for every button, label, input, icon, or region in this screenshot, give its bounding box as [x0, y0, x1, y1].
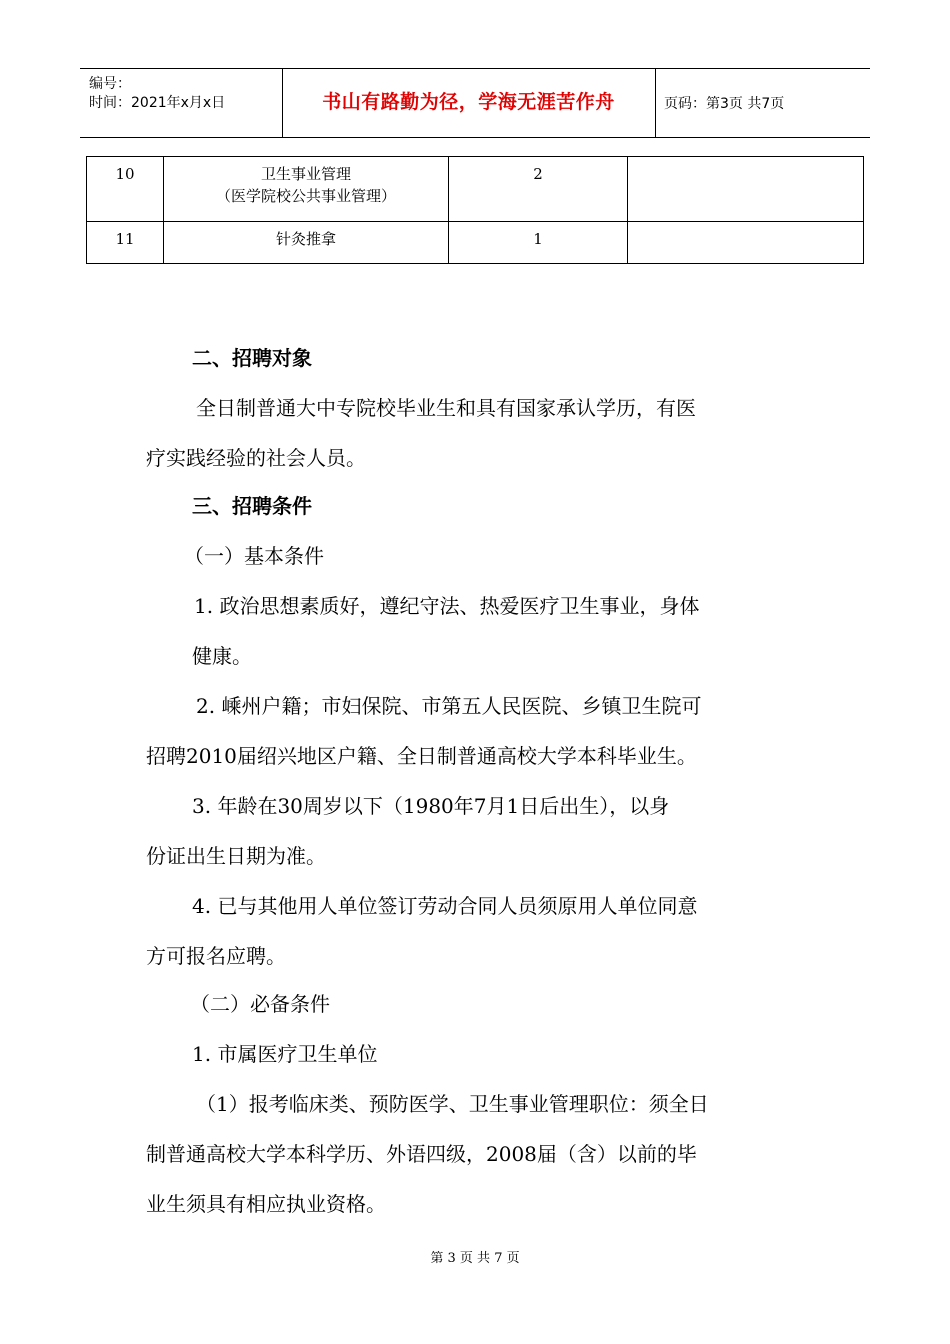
section-heading: 三、招聘条件: [192, 494, 312, 518]
position-count: 1: [449, 222, 628, 264]
subsection-heading: （二）必备条件: [190, 992, 330, 1016]
position-name-line: （医学院校公共事业管理）: [215, 187, 396, 205]
page-header: [80, 68, 870, 138]
paragraph-line: （1）报考临床类、预防医学、卫生事业管理职位：须全日: [196, 1092, 709, 1116]
positions-table: [86, 156, 864, 264]
position-name: [164, 157, 449, 222]
row-number: 11: [87, 222, 164, 264]
paragraph-line: 1. 市属医疗卫生单位: [192, 1042, 378, 1066]
paragraph-line: 方可报名应聘。: [146, 944, 286, 968]
paragraph-line: 制普通高校大学本科学历、外语四级，2008届（含）以前的毕: [146, 1142, 697, 1166]
paragraph-line: 健康。: [192, 644, 252, 668]
subsection-heading: （一）基本条件: [184, 544, 324, 568]
table-row: [87, 222, 864, 264]
position-name-line: 卫生事业管理: [260, 165, 351, 183]
paragraph-line: 2. 嵊州户籍；市妇保院、市第五人民医院、乡镇卫生院可: [196, 694, 702, 718]
paragraph-line: 业生须具有相应执业资格。: [146, 1192, 386, 1216]
header-meta: [89, 75, 225, 113]
document-date: 时间：2021年x月x日: [89, 95, 226, 111]
header-page-number: 页码：第3页 共7页: [664, 96, 785, 112]
position-name-line: 针灸推拿: [275, 230, 336, 248]
position-name: [164, 222, 449, 264]
section-heading: 二、招聘对象: [192, 346, 312, 370]
row-number: 10: [87, 157, 164, 222]
page-footer: 第 3 页 共 7 页: [430, 1251, 520, 1266]
paragraph-line: 1. 政治思想素质好，遵纪守法、热爱医疗卫生事业，身体: [194, 594, 700, 618]
paragraph-line: 招聘2010届绍兴地区户籍、全日制普通高校大学本科毕业生。: [146, 744, 697, 768]
position-note: [628, 222, 864, 264]
document-number-label: 编号：: [89, 76, 131, 92]
paragraph-line: 4. 已与其他用人单位签订劳动合同人员须原用人单位同意: [192, 894, 698, 918]
paragraph-line: 3. 年龄在30周岁以下（1980年7月1日后出生），以身: [192, 794, 670, 818]
paragraph-line: 疗实践经验的社会人员。: [146, 446, 366, 470]
table-row: [87, 157, 864, 222]
header-motto: 书山有路勤为径，学海无涯苦作舟: [322, 91, 615, 113]
paragraph-line: 全日制普通大中专院校毕业生和具有国家承认学历，有医: [196, 396, 696, 420]
header-divider: [655, 69, 656, 137]
position-count: 2: [449, 157, 628, 222]
position-note: [628, 157, 864, 222]
paragraph-line: 份证出生日期为准。: [146, 844, 326, 868]
